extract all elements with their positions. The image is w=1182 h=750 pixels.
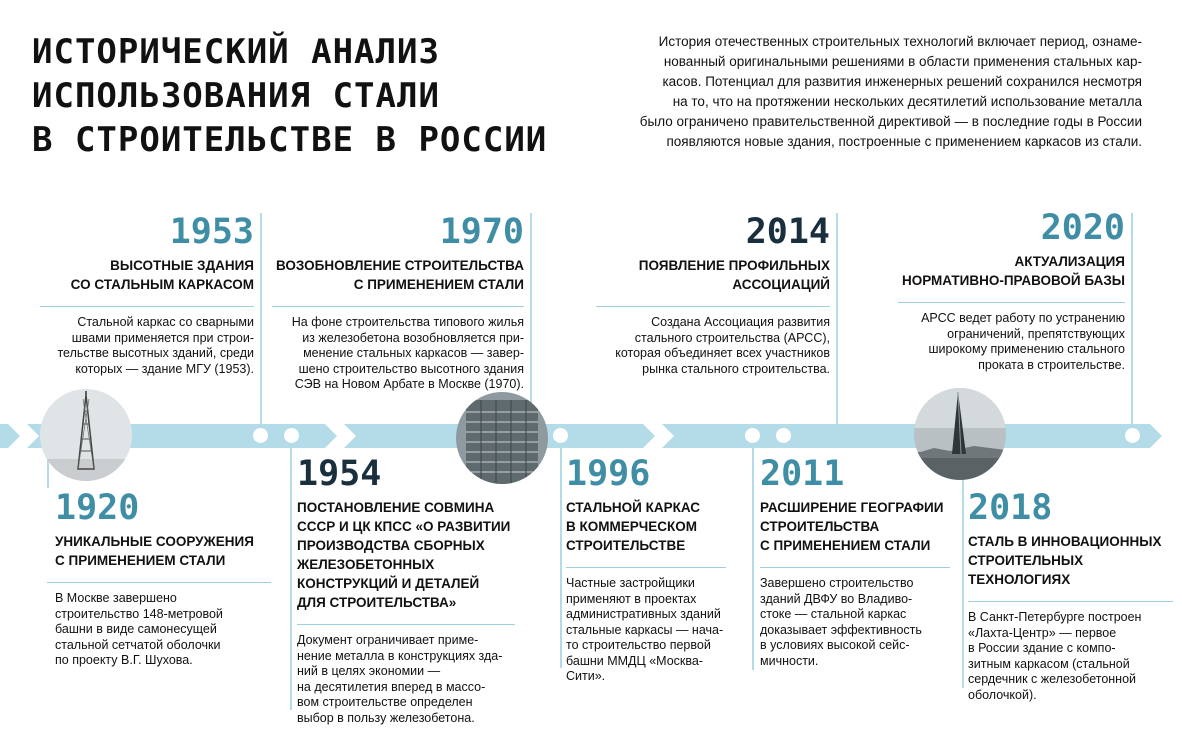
intro-paragraph	[602, 32, 1142, 152]
event-year: 1953	[169, 212, 254, 252]
intro-line: появляются новые здания, построенные с применением каркасов из стали.	[666, 134, 1142, 149]
event-2018	[968, 488, 1173, 703]
connector-line-1996	[560, 448, 562, 668]
event-description: В Санкт-Петербурге построен «Лахта-Центр» — первое в России здание с компо- зитным каркасом (стальной сердечник с железобетонной оболочкой).	[968, 610, 1142, 702]
intro-line: касов. Потенциал для развития инженерных решений сохранился несмотря	[662, 74, 1142, 89]
event-description: Частные застройщики применяют в проектах административных зданий стальные каркасы — нача- то строительство первой башни ММДЦ «Москва- Сити».	[566, 576, 724, 683]
event-year: 2018	[968, 488, 1053, 528]
event-heading: УНИКАЛЬНЫЕ СООРУЖЕНИЯ С ПРИМЕНЕНИЕМ СТАЛИ	[55, 534, 254, 568]
event-2011	[760, 454, 950, 669]
intro-line: на то, что на протяжении нескольких десятилетий использование металла	[672, 94, 1142, 109]
event-1954	[297, 454, 515, 726]
event-year: 2014	[745, 212, 830, 252]
event-heading: АКТУАЛИЗАЦИЯ НОРМАТИВНО-ПРАВОВОЙ БАЗЫ	[901, 254, 1125, 288]
timeline-segment	[662, 424, 1162, 448]
event-heading: ВЫСОТНЫЕ ЗДАНИЯ СО СТАЛЬНЫМ КАРКАСОМ	[70, 258, 254, 292]
shukhov-tower-photo	[40, 389, 132, 481]
connector-line-2014	[836, 213, 838, 425]
title-line: В СТРОИТЕЛЬСТВЕ В РОССИИ	[32, 120, 548, 160]
event-year: 1996	[566, 454, 651, 494]
event-heading: РАСШИРЕНИЕ ГЕОГРАФИИ СТРОИТЕЛЬСТВА С ПРИМЕНЕНИЕМ СТАЛИ	[760, 500, 944, 553]
timeline-dot-2011	[745, 428, 760, 443]
timeline-dot-1953	[253, 428, 268, 443]
intro-line: было ограничено правительственной директивой — в последние годы в России	[639, 114, 1142, 129]
event-description: АРСС ведет работу по устранению ограничений, препятствующих широкому применению стального проката в строительстве.	[921, 311, 1125, 372]
event-description: На фоне строительства типового жилья из железобетона возобновляется при- менение стальных каркасов — завер- шено строительство высотного здания СЭВ на Новом Арбате в Москве (1970).	[291, 315, 524, 391]
event-rule	[760, 567, 950, 568]
connector-line-2018	[962, 448, 964, 688]
intro-line: История отечественных строительных технологий включает период, ознаме-	[658, 34, 1142, 49]
event-rule	[47, 582, 271, 583]
timeline-dot-1996	[553, 428, 568, 443]
event-rule	[297, 624, 515, 625]
timeline-dot-1954	[284, 428, 299, 443]
event-rule	[596, 306, 830, 307]
event-year: 2011	[760, 454, 845, 494]
event-heading: ПОСТАНОВЛЕНИЕ СОВМИНА СССР И ЦК КПСС «О РАЗВИТИИ ПРОИЗВОДСТВА СБОРНЫХ ЖЕЛЕЗОБЕТОННЫХ КОНСТРУКЦИЙ И ДЕТАЛЕЙ ДЛЯ СТРОИТЕЛЬСТВА»	[297, 500, 511, 610]
event-year: 2020	[1040, 208, 1125, 248]
event-year: 1954	[297, 454, 382, 494]
title-line: ИСТОРИЧЕСКИЙ АНАЛИЗ	[32, 32, 440, 72]
connector-line-2020	[1131, 213, 1133, 425]
connector-line-1970	[530, 213, 532, 425]
event-2014	[596, 212, 830, 377]
event-year: 1970	[439, 212, 524, 252]
connector-line-1953	[260, 213, 262, 425]
event-description: В Москве завершено строительство 148-метровой башни в виде самонесущей стальной сетчатой оболочки по проекту В.Г. Шухова.	[55, 591, 223, 667]
event-description: Завершено строительство зданий ДВФУ во Владиво- стоке — стальной каркас доказывает эффективность в условиях высокой сейс- мичности.	[760, 576, 922, 668]
event-heading: ВОЗОБНОВЛЕНИЕ СТРОИТЕЛЬСТВА С ПРИМЕНЕНИЕМ СТАЛИ	[275, 258, 524, 292]
event-2020	[898, 208, 1125, 373]
timeline-dot-2014	[776, 428, 791, 443]
event-heading: ПОЯВЛЕНИЕ ПРОФИЛЬНЫХ АССОЦИАЦИЙ	[638, 258, 830, 292]
timeline-segment	[0, 424, 20, 448]
event-rule	[40, 306, 254, 307]
event-year: 1920	[55, 488, 140, 528]
event-rule	[898, 302, 1125, 303]
event-heading: СТАЛЬ В ИННОВАЦИОННЫХ СТРОИТЕЛЬНЫХ ТЕХНОЛОГИЯХ	[968, 534, 1162, 587]
event-1953	[40, 212, 254, 377]
event-heading: СТАЛЬНОЙ КАРКАС В КОММЕРЧЕСКОМ СТРОИТЕЛЬСТВЕ	[566, 500, 700, 553]
event-description: Стальной каркас со сварными швами применяется при строи- тельстве высотных зданий, среди которых — здание МГУ (1953).	[57, 315, 254, 376]
event-1920	[55, 488, 271, 669]
event-description: Создана Ассоциация развития стального строительства (АРСС), которая объединяет всех участников рынка стального строительства.	[615, 315, 830, 376]
event-1996	[566, 454, 726, 685]
title-line: ИСПОЛЬЗОВАНИЯ СТАЛИ	[32, 76, 440, 116]
event-rule	[272, 306, 524, 307]
connector-line-1954	[290, 448, 292, 710]
timeline-dot-2020	[1125, 428, 1140, 443]
connector-line-2011	[752, 448, 754, 670]
intro-line: нованный оригинальными решениями в области применения стальных кар-	[663, 54, 1142, 69]
event-rule	[566, 567, 726, 568]
event-description: Документ ограничивает приме- нение металла в конструкциях зда- ний в целях экономии — на десятилетия вперед в массо- вом строительстве определен выбор в пользу железобетона.	[297, 633, 503, 725]
event-rule	[968, 601, 1173, 602]
page-title	[32, 30, 592, 162]
event-1970	[272, 212, 524, 393]
